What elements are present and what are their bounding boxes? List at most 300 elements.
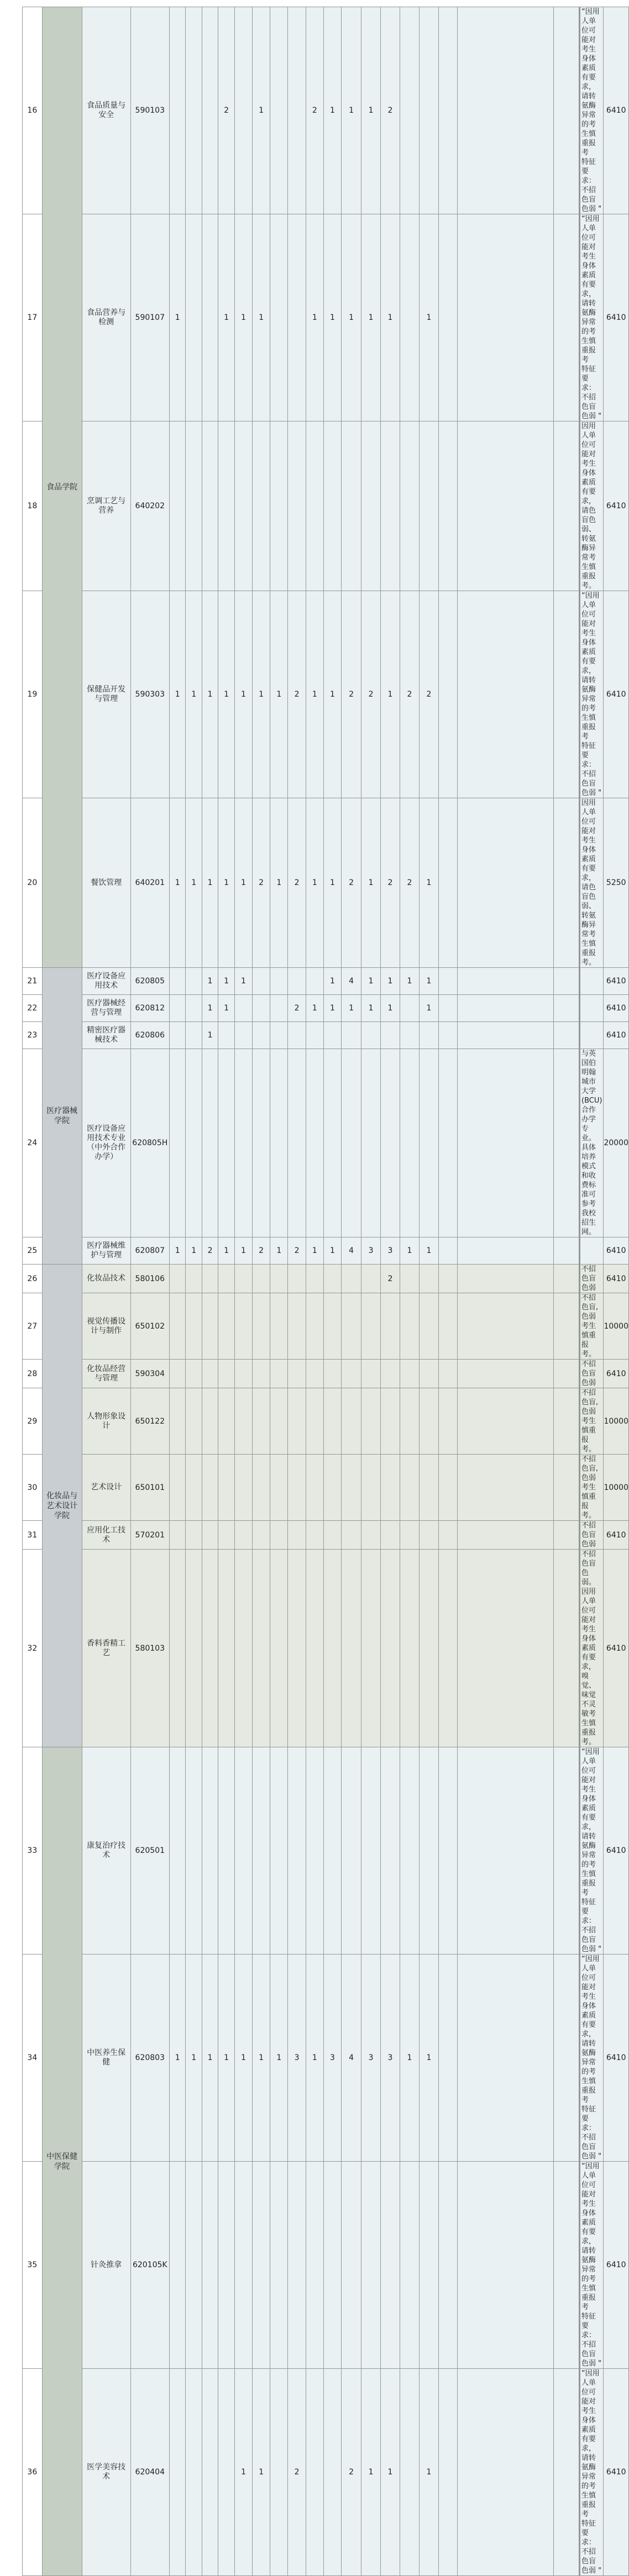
row-number-cell: 22 — [23, 995, 43, 1022]
plan-count-cell — [288, 1455, 306, 1521]
plan-count-cell — [288, 422, 306, 591]
plan-count-cell — [170, 1550, 186, 1747]
major-code-cell: 580106 — [130, 1265, 170, 1293]
plan-count-cell: 2 — [253, 798, 270, 968]
plan-count-cell — [253, 1388, 270, 1455]
tuition-fee-cell: 6410 — [604, 591, 629, 798]
plan-count-cell — [438, 1237, 457, 1265]
remark-line: “因用人单位可能对考生身体素质有要求，请转氨酶异常的考生慎重报考 — [581, 2162, 600, 2311]
plan-count-cell: 3 — [361, 1955, 381, 2162]
plan-count-cell: 1 — [361, 798, 381, 968]
plan-count-cell: 1 — [419, 1237, 438, 1265]
remark-line: 不招色盲色弱 — [581, 1521, 596, 1548]
remark-line: 不招色盲,色弱考生慎重报考。 — [581, 1294, 599, 1358]
plan-count-cell — [438, 1388, 457, 1455]
plan-count-cell: 1 — [342, 995, 361, 1022]
plan-count-cell — [342, 2162, 361, 2369]
major-code-cell: 590304 — [130, 1360, 170, 1388]
plan-count-cell — [234, 995, 252, 1022]
plan-count-cell — [186, 1022, 202, 1049]
remark-cell — [580, 1455, 604, 1521]
plan-count-cell: 1 — [218, 591, 234, 798]
plan-count-cell — [323, 1747, 341, 1955]
plan-count-cell — [361, 1360, 381, 1388]
plan-count-cell: 1 — [323, 7, 341, 214]
plan-count-cell — [202, 422, 218, 591]
major-code-cell: 650122 — [130, 1388, 170, 1455]
row-number-cell: 18 — [23, 422, 43, 591]
plan-count-cell — [361, 1022, 381, 1049]
plan-count-cell: 3 — [288, 1955, 306, 2162]
plan-count-cell — [270, 214, 288, 422]
remark-line: 特征要求：不招色盲色弱 " — [581, 2312, 602, 2368]
plan-count-cell: 1 — [270, 591, 288, 798]
college-name-cell: 医疗器械学院 — [42, 968, 82, 1265]
empty-cell — [554, 1455, 579, 1521]
table-row — [23, 968, 629, 995]
plan-count-cell: 1 — [170, 1237, 186, 1265]
plan-count-cell — [288, 1747, 306, 1955]
major-name-cell: 保健品开发与管理 — [82, 591, 130, 798]
empty-cell — [458, 1388, 554, 1455]
plan-count-cell: 1 — [186, 1955, 202, 2162]
plan-count-cell — [270, 968, 288, 995]
tuition-fee-cell: 6410 — [604, 1265, 629, 1293]
row-number-cell: 28 — [23, 1360, 43, 1388]
plan-count-cell — [306, 1022, 323, 1049]
plan-count-cell — [202, 1388, 218, 1455]
empty-cell — [458, 2369, 554, 2576]
plan-count-cell: 1 — [253, 214, 270, 422]
enrollment-plan-table-wrap — [22, 7, 629, 2576]
plan-count-cell — [186, 1455, 202, 1521]
remark-line: 不招色盲色弱。因用人单位可能对考生身体素质有要求，嗅觉、味觉不灵敏考生慎重报考。 — [581, 1550, 596, 1746]
plan-count-cell: 1 — [400, 1237, 420, 1265]
plan-count-cell: 1 — [381, 968, 400, 995]
plan-count-cell — [218, 1455, 234, 1521]
plan-count-cell — [202, 1049, 218, 1237]
remark-cell — [580, 2162, 604, 2369]
plan-count-cell — [253, 1360, 270, 1388]
plan-count-cell — [361, 1550, 381, 1747]
plan-count-cell — [306, 2369, 323, 2576]
plan-count-cell — [186, 2162, 202, 2369]
plan-count-cell — [234, 1049, 252, 1237]
plan-count-cell: 3 — [381, 1237, 400, 1265]
plan-count-cell — [342, 1747, 361, 1955]
tuition-fee-cell: 6410 — [604, 2369, 629, 2576]
plan-count-cell — [361, 1293, 381, 1360]
major-name-cell: 康复治疗技术 — [82, 1747, 130, 1955]
plan-count-cell — [323, 1550, 341, 1747]
plan-count-cell: 2 — [419, 591, 438, 798]
plan-count-cell: 2 — [381, 7, 400, 214]
major-name-cell: 香料香精工艺 — [82, 1550, 130, 1747]
empty-cell — [554, 1360, 579, 1388]
plan-count-cell — [342, 1455, 361, 1521]
plan-count-cell — [361, 1521, 381, 1550]
plan-count-cell: 1 — [234, 214, 252, 422]
plan-count-cell: 1 — [218, 968, 234, 995]
plan-count-cell — [381, 1049, 400, 1237]
plan-count-cell — [400, 1388, 420, 1455]
plan-count-cell — [361, 1265, 381, 1293]
plan-count-cell — [288, 1360, 306, 1388]
plan-count-cell — [202, 1360, 218, 1388]
plan-count-cell: 2 — [400, 591, 420, 798]
major-name-cell: 中医养生保健 — [82, 1955, 130, 2162]
tuition-fee-cell: 6410 — [604, 1360, 629, 1388]
plan-count-cell — [253, 1747, 270, 1955]
plan-count-cell — [218, 1521, 234, 1550]
plan-count-cell — [234, 7, 252, 214]
plan-count-cell — [419, 1521, 438, 1550]
major-code-cell: 620404 — [130, 2369, 170, 2576]
plan-count-cell — [218, 1360, 234, 1388]
empty-cell — [554, 591, 579, 798]
plan-count-cell — [419, 1022, 438, 1049]
plan-count-cell: 1 — [381, 591, 400, 798]
plan-count-cell — [270, 2162, 288, 2369]
empty-cell — [554, 7, 579, 214]
major-name-cell: 艺术设计 — [82, 1455, 130, 1521]
plan-count-cell — [400, 214, 420, 422]
row-number-cell: 21 — [23, 968, 43, 995]
plan-count-cell: 2 — [381, 798, 400, 968]
plan-count-cell — [323, 1455, 341, 1521]
plan-count-cell — [170, 1455, 186, 1521]
plan-count-cell — [288, 7, 306, 214]
plan-count-cell: 1 — [234, 1237, 252, 1265]
remark-line: 不招色盲色弱 — [581, 1360, 596, 1387]
plan-count-cell — [202, 2162, 218, 2369]
plan-count-cell — [270, 1022, 288, 1049]
empty-cell — [554, 1550, 579, 1747]
plan-count-cell — [438, 214, 457, 422]
plan-count-cell: 1 — [234, 798, 252, 968]
remark-cell — [580, 995, 604, 1022]
plan-count-cell — [186, 1550, 202, 1747]
major-name-cell: 医学美容技术 — [82, 2369, 130, 2576]
remark-cell — [580, 968, 604, 995]
plan-count-cell: 1 — [419, 2369, 438, 2576]
plan-count-cell — [253, 968, 270, 995]
table-row — [23, 1022, 629, 1049]
plan-count-cell — [288, 1550, 306, 1747]
plan-count-cell: 1 — [218, 995, 234, 1022]
remark-cell — [580, 1521, 604, 1550]
plan-count-cell — [253, 995, 270, 1022]
plan-count-cell — [186, 7, 202, 214]
plan-count-cell — [381, 1022, 400, 1049]
plan-count-cell: 1 — [306, 214, 323, 422]
tuition-fee-cell: 6410 — [604, 1022, 629, 1049]
row-number-cell: 35 — [23, 2162, 43, 2369]
plan-count-cell — [400, 995, 420, 1022]
remark-cell — [580, 1049, 604, 1237]
plan-count-cell: 1 — [419, 798, 438, 968]
major-code-cell: 620812 — [130, 995, 170, 1022]
plan-count-cell — [419, 2162, 438, 2369]
plan-count-cell: 1 — [361, 968, 381, 995]
row-number-cell: 24 — [23, 1049, 43, 1237]
plan-count-cell — [419, 1265, 438, 1293]
plan-count-cell — [381, 1747, 400, 1955]
plan-count-cell — [170, 1521, 186, 1550]
empty-cell — [554, 1293, 579, 1360]
plan-count-cell — [381, 2162, 400, 2369]
plan-count-cell — [234, 1360, 252, 1388]
plan-count-cell — [306, 1360, 323, 1388]
plan-count-cell — [186, 1265, 202, 1293]
plan-count-cell — [186, 1049, 202, 1237]
remark-cell — [580, 214, 604, 422]
plan-count-cell — [270, 1550, 288, 1747]
plan-count-cell — [400, 1293, 420, 1360]
plan-count-cell — [419, 7, 438, 214]
plan-count-cell: 1 — [400, 968, 420, 995]
major-name-cell: 化妆品技术 — [82, 1265, 130, 1293]
row-number-cell: 27 — [23, 1293, 43, 1360]
plan-count-cell — [381, 1550, 400, 1747]
empty-cell — [554, 798, 579, 968]
plan-count-cell: 2 — [202, 1237, 218, 1265]
plan-count-cell: 1 — [361, 995, 381, 1022]
plan-count-cell — [170, 995, 186, 1022]
plan-count-cell — [438, 591, 457, 798]
plan-count-cell — [170, 1022, 186, 1049]
plan-count-cell: 2 — [342, 2369, 361, 2576]
plan-count-cell — [342, 1388, 361, 1455]
plan-count-cell — [381, 1293, 400, 1360]
tuition-fee-cell: 10000 — [604, 1388, 629, 1455]
remark-line: “因用人单位可能对考生身体素质有要求，请转氨酶异常的考生慎重报考 — [581, 1748, 600, 1897]
row-number-cell: 33 — [23, 1747, 43, 1955]
major-code-cell: 620806 — [130, 1022, 170, 1049]
remark-line: “因用人单位可能对考生身体素质有要求，请转氨酶异常的考生慎重报考 — [581, 2369, 600, 2519]
table-row — [23, 422, 629, 591]
tuition-fee-cell: 20000 — [604, 1049, 629, 1237]
major-name-cell: 精密医疗器械技术 — [82, 1022, 130, 1049]
plan-count-cell: 1 — [306, 1955, 323, 2162]
row-number-cell: 30 — [23, 1455, 43, 1521]
plan-count-cell: 1 — [381, 214, 400, 422]
remark-line: “因用人单位可能对考生身体素质有要求，请转氨酶异常的考生慎重报考 — [581, 592, 600, 741]
plan-count-cell — [438, 968, 457, 995]
table-row — [23, 1455, 629, 1521]
major-code-cell: 620805 — [130, 968, 170, 995]
plan-count-cell — [270, 422, 288, 591]
plan-count-cell — [400, 1521, 420, 1550]
plan-count-cell — [202, 2369, 218, 2576]
plan-count-cell: 1 — [186, 591, 202, 798]
tuition-fee-cell: 6410 — [604, 1747, 629, 1955]
plan-count-cell — [323, 1293, 341, 1360]
plan-count-cell — [253, 1265, 270, 1293]
empty-cell — [554, 1747, 579, 1955]
plan-count-cell: 1 — [306, 591, 323, 798]
plan-count-cell: 1 — [419, 214, 438, 422]
table-row — [23, 214, 629, 422]
plan-count-cell — [306, 1049, 323, 1237]
row-number-cell: 36 — [23, 2369, 43, 2576]
plan-count-cell — [170, 1388, 186, 1455]
plan-count-cell — [361, 1049, 381, 1237]
remark-cell — [580, 7, 604, 214]
empty-cell — [554, 1049, 579, 1237]
plan-count-cell — [186, 422, 202, 591]
plan-count-cell — [400, 7, 420, 214]
plan-count-cell — [186, 1360, 202, 1388]
plan-count-cell — [419, 1049, 438, 1237]
plan-count-cell: 1 — [218, 798, 234, 968]
plan-count-cell: 1 — [234, 1955, 252, 2162]
plan-count-cell — [306, 2162, 323, 2369]
plan-count-cell — [288, 1265, 306, 1293]
empty-cell — [554, 1955, 579, 2162]
plan-count-cell: 2 — [306, 7, 323, 214]
plan-count-cell — [270, 1360, 288, 1388]
plan-count-cell: 2 — [342, 591, 361, 798]
remark-line: 特征要求：不招色盲色弱 " — [581, 158, 602, 213]
plan-count-cell — [288, 1293, 306, 1360]
plan-count-cell — [342, 1022, 361, 1049]
remark-cell — [580, 1747, 604, 1955]
major-name-cell: 针灸推拿 — [82, 2162, 130, 2369]
table-row — [23, 1360, 629, 1388]
college-name-cell: 中医保健学院 — [42, 1747, 82, 2576]
plan-count-cell: 1 — [202, 798, 218, 968]
plan-count-cell — [234, 1550, 252, 1747]
plan-count-cell — [186, 1521, 202, 1550]
plan-count-cell: 4 — [342, 1237, 361, 1265]
plan-count-cell — [361, 1747, 381, 1955]
empty-cell — [554, 968, 579, 995]
empty-cell — [458, 1022, 554, 1049]
row-number-cell: 34 — [23, 1955, 43, 2162]
remark-line: 不招色盲色弱 — [581, 1265, 596, 1292]
plan-count-cell: 1 — [270, 798, 288, 968]
table-row — [23, 7, 629, 214]
plan-count-cell — [438, 7, 457, 214]
plan-count-cell — [202, 1265, 218, 1293]
plan-count-cell — [218, 1747, 234, 1955]
plan-count-cell: 4 — [342, 1955, 361, 2162]
plan-count-cell — [400, 1747, 420, 1955]
plan-count-cell — [342, 1265, 361, 1293]
plan-count-cell — [218, 2369, 234, 2576]
major-code-cell: 570201 — [130, 1521, 170, 1550]
plan-count-cell — [438, 1747, 457, 1955]
plan-count-cell — [170, 1265, 186, 1293]
plan-count-cell — [253, 1049, 270, 1237]
plan-count-cell — [253, 422, 270, 591]
major-code-cell: 620803 — [130, 1955, 170, 2162]
major-code-cell: 580103 — [130, 1550, 170, 1747]
tuition-fee-cell: 6410 — [604, 1237, 629, 1265]
major-name-cell: 食品质量与安全 — [82, 7, 130, 214]
empty-cell — [554, 214, 579, 422]
plan-count-cell: 1 — [270, 1955, 288, 2162]
plan-count-cell — [202, 7, 218, 214]
remark-cell — [580, 1293, 604, 1360]
plan-count-cell: 2 — [218, 7, 234, 214]
empty-cell — [458, 214, 554, 422]
plan-count-cell — [270, 1388, 288, 1455]
plan-count-cell: 1 — [323, 968, 341, 995]
plan-count-cell — [270, 2369, 288, 2576]
plan-count-cell — [438, 1293, 457, 1360]
empty-cell — [554, 1022, 579, 1049]
plan-count-cell: 2 — [342, 798, 361, 968]
major-code-cell: 620501 — [130, 1747, 170, 1955]
table-row — [23, 995, 629, 1022]
plan-count-cell — [234, 1521, 252, 1550]
plan-count-cell — [218, 1049, 234, 1237]
empty-cell — [554, 995, 579, 1022]
plan-count-cell: 1 — [202, 968, 218, 995]
plan-count-cell — [218, 422, 234, 591]
plan-count-cell — [288, 968, 306, 995]
major-name-cell: 食品营养与检测 — [82, 214, 130, 422]
plan-count-cell — [202, 1293, 218, 1360]
row-number-cell: 25 — [23, 1237, 43, 1265]
plan-count-cell — [400, 2162, 420, 2369]
table-row — [23, 1955, 629, 2162]
plan-count-cell: 1 — [306, 1237, 323, 1265]
plan-count-cell: 2 — [288, 1237, 306, 1265]
plan-count-cell — [342, 1293, 361, 1360]
plan-count-cell: 1 — [361, 7, 381, 214]
plan-count-cell — [288, 1022, 306, 1049]
plan-count-cell: 1 — [381, 995, 400, 1022]
table-row — [23, 2162, 629, 2369]
plan-count-cell: 1 — [234, 968, 252, 995]
tuition-fee-cell: 6410 — [604, 968, 629, 995]
remark-line: 不招色盲,色弱考生慎重报考。 — [581, 1389, 599, 1453]
plan-count-cell — [419, 1455, 438, 1521]
major-code-cell: 620807 — [130, 1237, 170, 1265]
plan-count-cell — [400, 2369, 420, 2576]
empty-cell — [458, 1550, 554, 1747]
plan-count-cell — [438, 1455, 457, 1521]
plan-count-cell — [438, 1955, 457, 2162]
plan-count-cell — [323, 2162, 341, 2369]
plan-count-cell: 3 — [381, 1955, 400, 2162]
plan-count-cell — [202, 1521, 218, 1550]
plan-count-cell: 2 — [400, 798, 420, 968]
remark-cell — [580, 1022, 604, 1049]
empty-cell — [554, 2369, 579, 2576]
plan-count-cell — [306, 1550, 323, 1747]
college-name-cell: 食品学院 — [42, 7, 82, 968]
empty-cell — [554, 2162, 579, 2369]
tuition-fee-cell: 6410 — [604, 995, 629, 1022]
plan-count-cell — [361, 1388, 381, 1455]
plan-count-cell — [381, 1388, 400, 1455]
major-code-cell: 650102 — [130, 1293, 170, 1360]
plan-count-cell — [419, 1550, 438, 1747]
plan-count-cell: 2 — [288, 591, 306, 798]
major-name-cell: 化妆品经营与管理 — [82, 1360, 130, 1388]
plan-count-cell: 1 — [342, 7, 361, 214]
tuition-fee-cell: 6410 — [604, 422, 629, 591]
plan-count-cell — [400, 422, 420, 591]
remark-line: 特征要求：不招色盲色弱 " — [581, 2105, 602, 2161]
major-name-cell: 人物形象设计 — [82, 1388, 130, 1455]
remark-cell — [580, 1388, 604, 1455]
plan-count-cell — [438, 422, 457, 591]
